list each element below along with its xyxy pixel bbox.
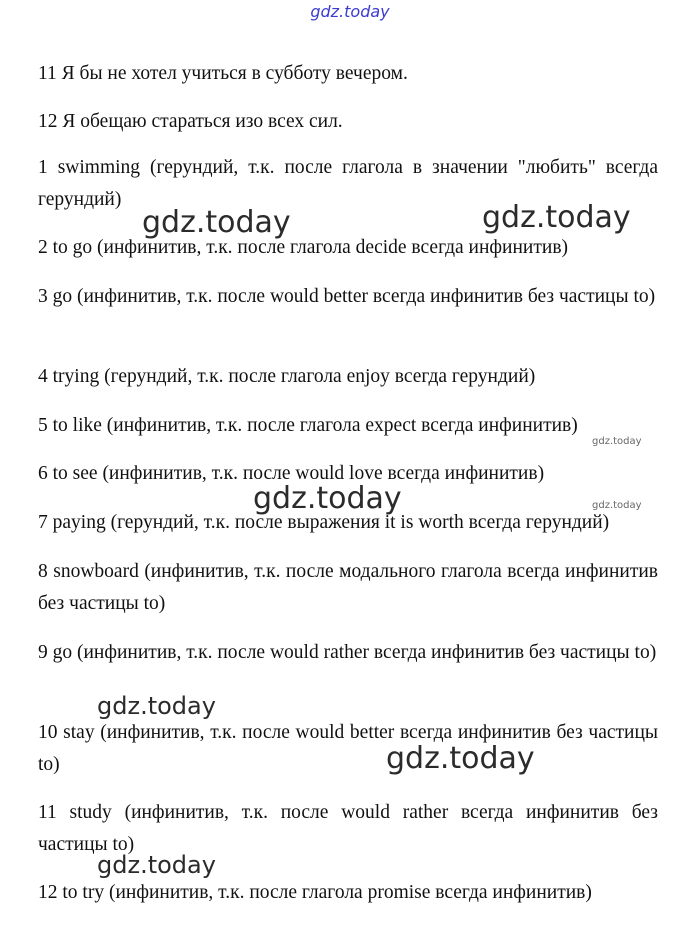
answer-3: 3 go (инфинитив, т.к. после would better всегда инфинитив без частицы to)	[38, 286, 656, 307]
watermark: gdz.today	[253, 481, 402, 516]
answer-12: 12 to try (инфинитив, т.к. после глагола promise всегда инфинитив)	[38, 882, 592, 903]
watermark: gdz.today	[592, 500, 642, 511]
watermark: gdz.today	[386, 741, 535, 776]
answer-7: 7 paying (герундий, т.к. после выражения it is worth всегда герундий)	[38, 512, 610, 533]
watermark: gdz.today	[97, 851, 216, 879]
watermark: gdz.today	[142, 205, 291, 240]
answer-8: 8 snowboard (инфинитив, т.к. после модального глагола всегда инфинитив без частицы to)	[38, 561, 658, 614]
answer-10: 10 stay (инфинитив, т.к. после would better всегда инфинитив без частицы to)	[38, 722, 658, 775]
answer-2: 2 to go (инфинитив, т.к. после глагола decide всегда инфинитив)	[38, 237, 569, 258]
translation-line-12: 12 Я обещаю стараться изо всех сил.	[38, 111, 343, 132]
answer-11: 11 study (инфинитив, т.к. после would rather всегда инфинитив без частицы to)	[38, 802, 658, 855]
answer-4: 4 trying (герундий, т.к. после глагола enjoy всегда герундий)	[38, 366, 536, 387]
answer-1: 1 swimming (герундий, т.к. после глагола в значении "любить" всегда герундий)	[38, 157, 658, 210]
watermark: gdz.today	[97, 692, 216, 720]
watermark: gdz.today	[592, 436, 642, 447]
translation-line-11: 11 Я бы не хотел учиться в субботу вечером.	[38, 63, 408, 84]
watermark-top: gdz.today	[310, 2, 390, 21]
answer-6: 6 to see (инфинитив, т.к. после would love всегда инфинитив)	[38, 463, 545, 484]
watermark: gdz.today	[482, 200, 631, 235]
answer-5: 5 to like (инфинитив, т.к. после глагола expect всегда инфинитив)	[38, 415, 578, 436]
answer-9: 9 go (инфинитив, т.к. после would rather всегда инфинитив без частицы to)	[38, 642, 657, 663]
